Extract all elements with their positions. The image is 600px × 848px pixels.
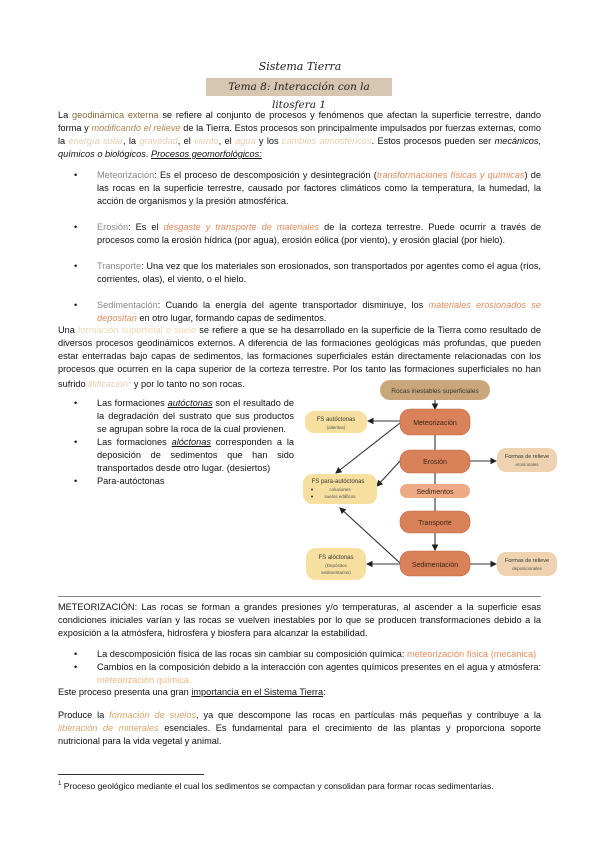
text-run: Este proceso presenta una gran: [58, 687, 192, 697]
text-run: de la corteza terrestre. Puede ocurrir a través de procesos como la erosión hídrica (por agua), erosión eólica (por viento), y erosión glacial (por hielo).: [97, 222, 541, 245]
text-run: de la Tierra. Estos procesos son principalmente impulsados por fuerzas externas, como la: [58, 123, 541, 146]
node-sublabel: (alteritas): [326, 425, 346, 430]
formation-autoctonas: [58, 397, 294, 436]
text-run: en otro lugar, formando capas de sedimentos.: [136, 313, 327, 323]
text-run: se refiere a que se ha desarrollado en la superficie de la Tierra como resultado de diversos procesos geodinámicos externos. A diferencia de las formaciones geológicas más profundas, que pueden estar enterradas bajo capas de sedimentos, las formaciones superficiales están directamente relacionadas con los procesos que ocurren en la capa superior de la corteza terrestre. Por los tanto las formaciones superficiales no han sufrido: [58, 325, 541, 390]
text-run: : Cuando la energía del agente transportador disminuye, los: [157, 300, 429, 310]
process-item-transporte: [58, 260, 541, 286]
highlighted-text: importancia en el Sistema Tierra: [191, 687, 324, 697]
footnote-text: Proceso geológico mediante el cual los sedimentos se compactan y consolidan para formar rocas sedimentarias.: [61, 781, 494, 791]
document-title: Sistema Tierra: [258, 60, 342, 73]
section-divider: [58, 596, 541, 597]
topic-heading: Tema 8: Interacción con la litosfera 1: [206, 78, 392, 96]
footnote-separator: [58, 774, 204, 775]
node-sublabel: erosionales: [515, 462, 539, 467]
intro-paragraph: [58, 109, 541, 161]
node-fs-autoctonas: [305, 411, 367, 433]
text-run: : Es el: [128, 222, 164, 232]
text-run: son el resultado de la degradación del sustrato que sus productos se agrupan sobre la roca de la cual provienen.: [97, 398, 294, 434]
node-sublabel: coluviones: [329, 487, 351, 492]
node-sublabel: suelos edáficos: [324, 494, 356, 499]
node-fs-aloctonas: [306, 548, 366, 580]
text-run: Las formaciones: [97, 398, 168, 408]
node-sublabel: (Depósitos: [325, 563, 347, 568]
process-item-meteorizacion: [58, 169, 541, 208]
formation-aloctonas: [58, 436, 294, 475]
node-label: FS autóctonas: [316, 417, 356, 423]
node-relieve-erosivo: [497, 448, 557, 472]
text-run: , ya que descompone las rocas en partículas más pequeñas y contribuye a la: [196, 710, 541, 720]
highlighted-text: Transporte: [97, 261, 142, 271]
highlighted-text: agua: [235, 136, 256, 146]
text-run: se refiere al conjunto de procesos y fenómenos que afectan la superficie terrestre, dando forma y: [58, 110, 541, 133]
produce-paragraph: [58, 709, 541, 748]
node-sublabel: sedimentarios): [321, 570, 351, 575]
text-run: y por lo tanto no son rocas.: [131, 379, 245, 390]
text-run: La descomposición física de las rocas sin cambiar su composición química:: [97, 649, 407, 659]
highlighted-text: alóctonas: [171, 437, 211, 447]
node-label: Transporte: [418, 520, 452, 527]
importance-line: [58, 686, 541, 699]
text-run: y los: [255, 136, 282, 146]
meteorizacion-paragraph: [58, 601, 541, 640]
node-transporte: [400, 511, 470, 533]
node-sublabel: deposicionales: [512, 566, 542, 571]
node-label: Meteorización: [413, 420, 457, 427]
text-run: esenciales. Es fundamental para el crecimiento de las plantas y proporciona soporte nutricional para la vida vegetal y animal.: [58, 723, 541, 746]
highlighted-text: formación superficial o suelo: [78, 325, 197, 335]
highlighted-text: Erosión: [97, 222, 129, 232]
highlighted-text: geodinámica externa: [72, 110, 159, 120]
text-run: , el: [218, 136, 236, 146]
text-run: Para-autóctonas: [97, 476, 165, 486]
node-sedimentacion: [400, 551, 470, 576]
text-run: Las formaciones: [97, 437, 172, 447]
node-label: Formas de relieve: [504, 558, 550, 564]
node-rocas-inestables: [380, 380, 490, 400]
node-label: Erosión: [423, 459, 447, 466]
highlighted-text: viento: [194, 136, 219, 146]
highlighted-text: modificando el relieve: [91, 123, 181, 133]
highlighted-text: autóctonas: [167, 398, 213, 408]
text-run: Cambios en la composición debido a la interacción con agentes químicos presentes en el agua y atmósfera:: [97, 662, 541, 672]
text-run: :: [323, 687, 326, 697]
text-run: , la: [122, 136, 140, 146]
highlighted-text: cambios atmosféricos: [281, 136, 372, 146]
meteorizacion-types-list: [58, 648, 541, 687]
highlighted-text: 1: [127, 379, 132, 385]
node-meteorizacion: [400, 409, 470, 435]
node-label: Sedimentos: [416, 489, 454, 496]
text-run: : Una vez que los materiales son erosionados, son transportados por agentes como el agua (ríos, corrientes, olas), el viento, o el hielo.: [97, 261, 541, 284]
formation-para-autoctonas: [58, 475, 294, 488]
text-run: ) de las rocas en la superficie terrestre, causado por factores climáticos como la temperatura, la humedad, la acción de organismos y la presión atmosférica.: [97, 170, 541, 206]
footnote: [58, 781, 494, 791]
highlighted-text: materiales erosionados se depositan: [97, 300, 542, 323]
highlighted-text: liberación de minerales: [58, 723, 159, 733]
process-item-erosion: [58, 221, 541, 247]
highlighted-text: Procesos geomorfológicos:: [150, 149, 262, 159]
highlighted-text: mecánicos, químicos o biológicos: [58, 136, 542, 159]
highlighted-text: gravedad: [139, 136, 178, 146]
processes-list: [58, 169, 541, 325]
text-run: Una: [58, 325, 78, 335]
text-run: . Estos procesos pueden ser: [371, 136, 495, 146]
highlighted-text: meteorización química.: [97, 675, 192, 685]
geomorphological-process-diagram: [300, 378, 560, 583]
text-run: .: [145, 149, 151, 159]
meteorizacion-quimica-item: [58, 661, 541, 687]
highlighted-text: energía solar: [68, 136, 123, 146]
node-label: FS alóctonas: [318, 555, 354, 561]
highlighted-text: formación de suelos: [109, 710, 197, 720]
highlighted-text: desgaste y transporte de materiales: [163, 222, 320, 232]
text-run: Produce la: [58, 710, 110, 720]
highlighted-text: litificación: [88, 379, 128, 390]
meteorizacion-fisica-item: [58, 648, 541, 661]
highlighted-text: meteorización física (mecánica): [406, 649, 537, 659]
node-erosion: [400, 450, 470, 473]
node-label: Sedimentación: [411, 562, 459, 569]
node-relieve-deposicional: [497, 552, 557, 576]
node-sedimentos: [400, 484, 470, 498]
text-run: corresponden a la deposición de sedimentos que han sido transportados desde otro lugar. (desiertos): [97, 437, 294, 473]
highlighted-text: Meteorización: [97, 170, 155, 180]
text-run: METEORIZACIÓN: [58, 602, 135, 612]
node-label: FS para-autóctonas: [311, 479, 365, 485]
formations-list: [58, 397, 294, 488]
node-label: Rocas inestables superficiales: [391, 388, 479, 395]
text-run: , el: [177, 136, 195, 146]
highlighted-text: transformaciones físicas y químicas: [376, 170, 525, 180]
node-fs-para-autoctonas: [303, 474, 377, 504]
footnote-mark: 1: [58, 781, 62, 788]
text-run: : Las rocas se forman a grandes presiones y/o temperaturas, al ascender a la superficie esas condiciones iniciales varían y las rocas se vuelven inestables por lo que se producen transformaciones debido a la exposición a la atmósfera, hidrosfera y biosfera para alcanzar la estabilidad.: [58, 602, 541, 638]
process-item-sedimentacion: [58, 299, 541, 325]
text-run: La: [58, 110, 73, 120]
text-run: : Es el proceso de descomposición y desintegración (: [154, 170, 377, 180]
highlighted-text: Sedimentación: [97, 300, 158, 310]
node-label: Formas de relieve: [504, 454, 550, 460]
